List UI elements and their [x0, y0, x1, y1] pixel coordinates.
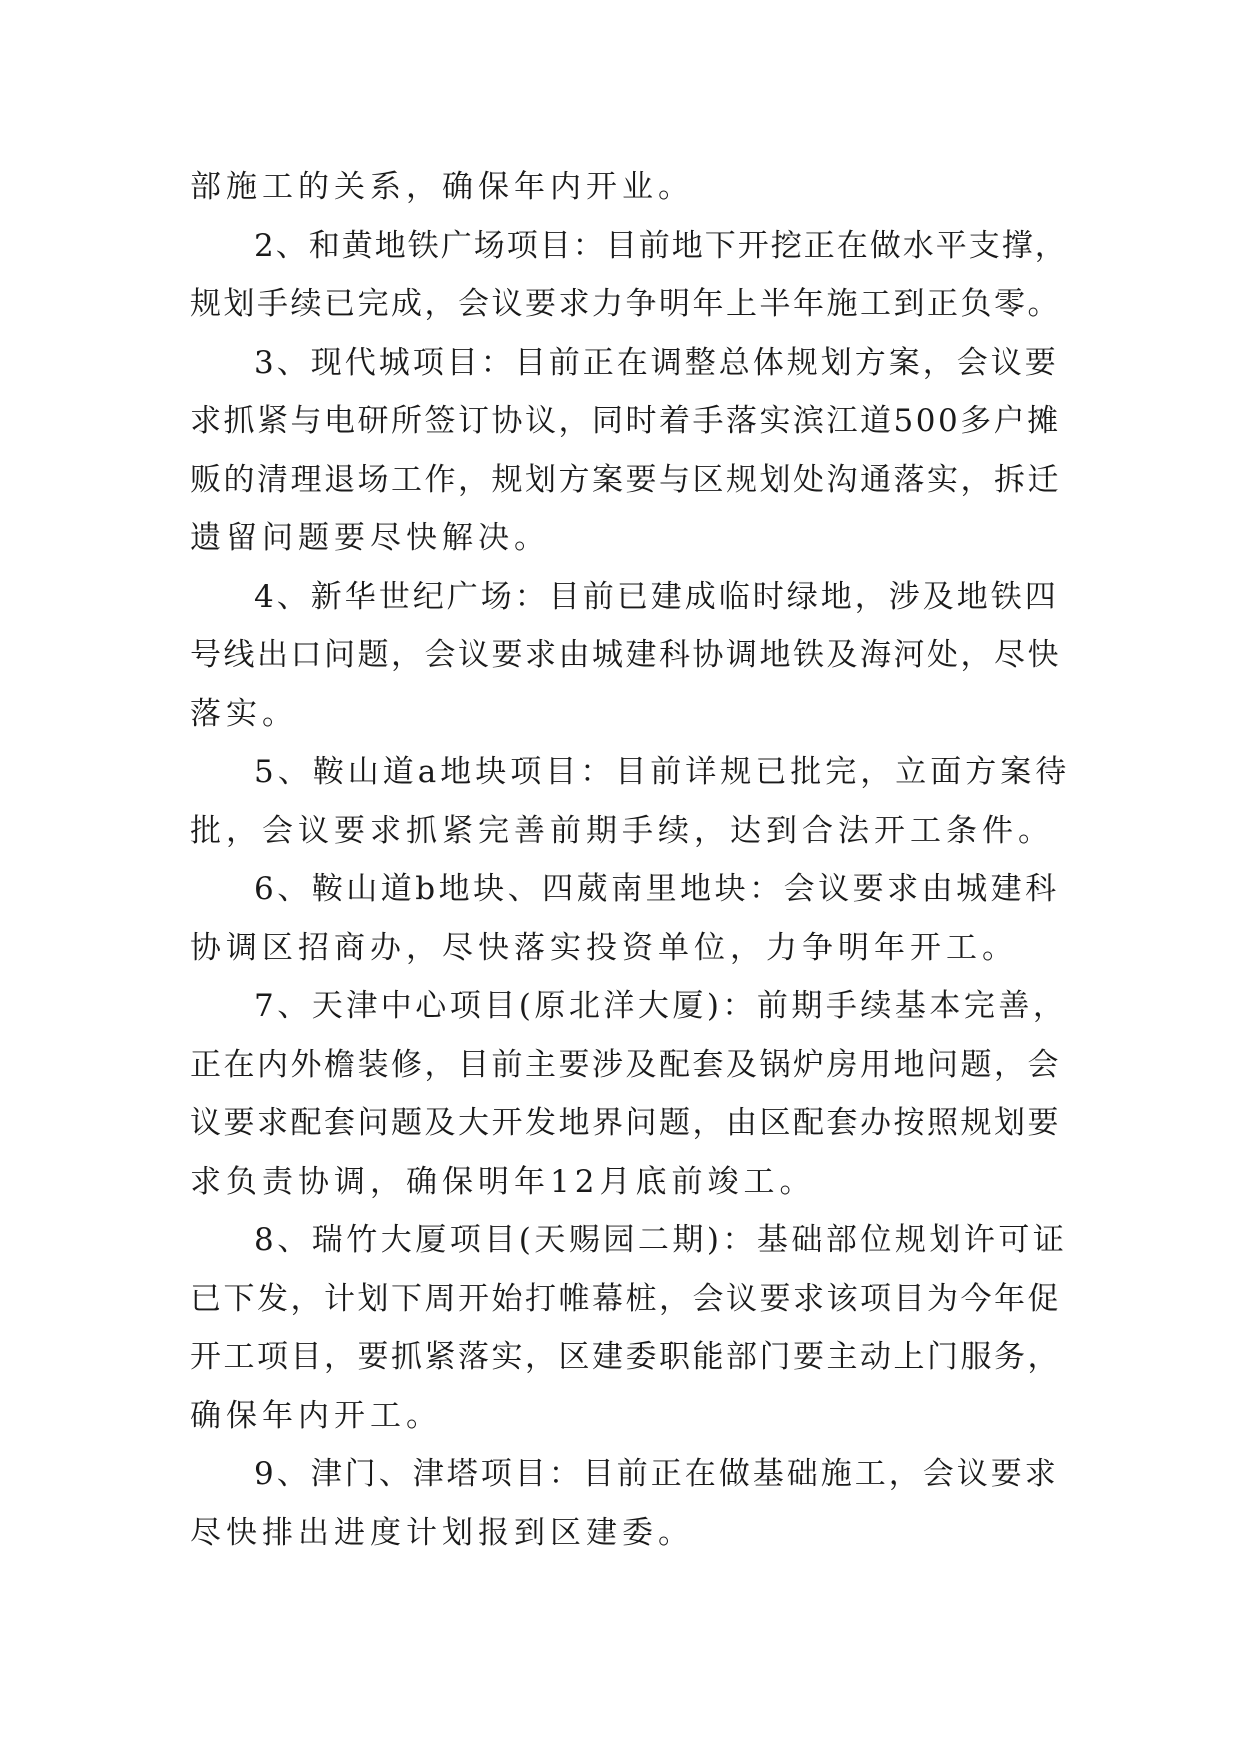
text-line: 已下发，计划下周开始打帷幕桩，会议要求该项目为今年促 [190, 1280, 1061, 1317]
text-line: 议要求配套问题及大开发地界问题，由区配套办按照规划要 [190, 1105, 1061, 1141]
text-line: 遗留问题要尽快解决。 [190, 520, 550, 556]
text-line: 规划手续已完成，会议要求力争明年上半年施工到正负零。 [190, 286, 1061, 322]
text-line: 批，会议要求抓紧完善前期手续，达到合法开工条件。 [190, 812, 1054, 849]
text-line: 协调区招商办，尽快落实投资单位，力争明年开工。 [190, 929, 1018, 966]
text-line: 4、新华世纪广场：目前已建成临时绿地，涉及地铁四 [254, 578, 1059, 615]
text-line: 5、鞍山道a地块项目：目前详规已批完，立面方案待 [254, 754, 1071, 790]
text-line: 2、和黄地铁广场项目：目前地下开挖正在做水平支撑， [254, 227, 1068, 264]
text-line: 求抓紧与电研所签订协议，同时着手落实滨江道500多户摊 [190, 403, 1061, 439]
text-line: 正在内外檐装修，目前主要涉及配套及锅炉房用地问题，会 [190, 1046, 1061, 1083]
text-line: 尽快排出进度计划报到区建委。 [190, 1514, 694, 1551]
document-body [190, 158, 1070, 1562]
text-line: 确保年内开工。 [190, 1397, 442, 1434]
text-line: 8、瑞竹大厦项目(天赐园二期)：基础部位规划许可证 [254, 1222, 1068, 1258]
text-line: 7、天津中心项目(原北洋大厦)：前期手续基本完善， [254, 988, 1068, 1024]
text-line: 贩的清理退场工作，规划方案要与区规划处沟通落实，拆迁 [190, 461, 1061, 498]
text-line: 开工项目，要抓紧落实，区建委职能部门要主动上门服务， [190, 1339, 1061, 1375]
text-line: 落实。 [190, 695, 298, 732]
text-line: 9、津门、津塔项目：目前正在做基础施工，会议要求 [254, 1456, 1059, 1492]
text-line: 部施工的关系，确保年内开业。 [190, 169, 694, 205]
text-line: 求负责协调，确保明年12月底前竣工。 [190, 1163, 816, 1200]
text-line: 6、鞍山道b地块、四葳南里地块：会议要求由城建科 [254, 871, 1060, 907]
text-line: 号线出口问题，会议要求由城建科协调地铁及海河处，尽快 [190, 637, 1061, 673]
text-line: 3、现代城项目：目前正在调整总体规划方案，会议要 [254, 344, 1059, 381]
